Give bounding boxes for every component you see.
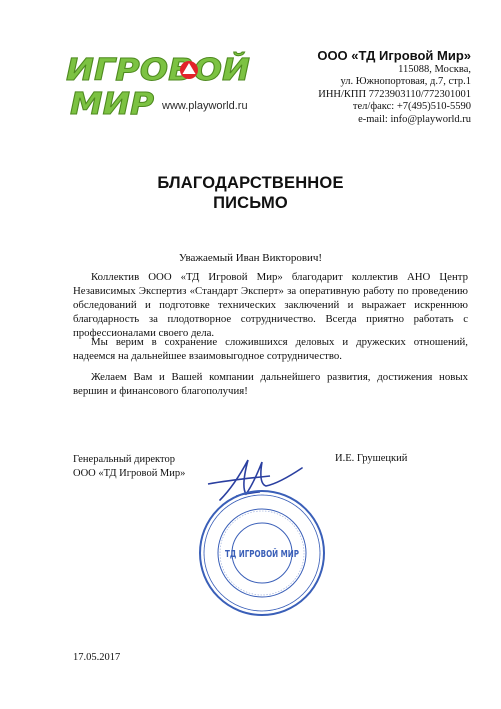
paragraph-2: Мы верим в сохранение сложившихся деловых и дружеских отношений, надеемся на дальнейшее взаимовыгодное сотрудничество.	[73, 336, 468, 362]
paragraph-3: Желаем Вам и Вашей компании дальнейшего развития, достижения новых вершин и финансового благополучия!	[73, 371, 468, 397]
signatory-name: И.Е. Грушецкий	[335, 453, 408, 464]
company-name: ООО «ТД Игровой Мир»	[317, 48, 471, 63]
company-details	[231, 48, 471, 126]
signatory-block	[73, 453, 185, 481]
greeting: Уважаемый Иван Викторович!	[178, 252, 323, 264]
letter-title	[0, 173, 501, 213]
signatory-position: Генеральный директор	[73, 454, 175, 465]
company-email: e-mail: info@playworld.ru	[358, 113, 471, 125]
company-inn: ИНН/КПП 7723903110/772301001	[318, 88, 471, 100]
company-postcode: 115088, Москва,	[398, 64, 471, 75]
logo-line2: МИР	[70, 87, 155, 122]
letter-date: 17.05.2017	[73, 652, 121, 663]
company-phone: тел/факс: +7(495)510-5590	[352, 101, 471, 113]
logo-line1: ИГРОВОЙ	[66, 53, 232, 88]
stamp-center-text: ТД ИГРОВОЙ МИР	[225, 549, 324, 560]
signatory-company: ООО «ТД Игровой Мир»	[73, 468, 186, 479]
logo-url: www.playworld.ru	[162, 100, 248, 112]
company-stamp	[195, 486, 329, 620]
company-street: ул. Южнопортовая, д.7, стр.1	[340, 76, 471, 88]
title-line1: БЛАГОДАРСТВЕННОЕ	[157, 174, 344, 192]
title-line2: ПИСЬМО	[213, 194, 288, 212]
paragraph-1: Коллектив ООО «ТД Игровой Мир» благодарит коллектив АНО Центр Независимых Экспертиз «Стандарт Эксперт» за оперативную работу по проведению обследований и подготовке технических заключений и выражает искреннюю благодарность за плодотворное сотрудничество. Всегда приятно работать с профессионалами своего дела.	[73, 271, 468, 339]
